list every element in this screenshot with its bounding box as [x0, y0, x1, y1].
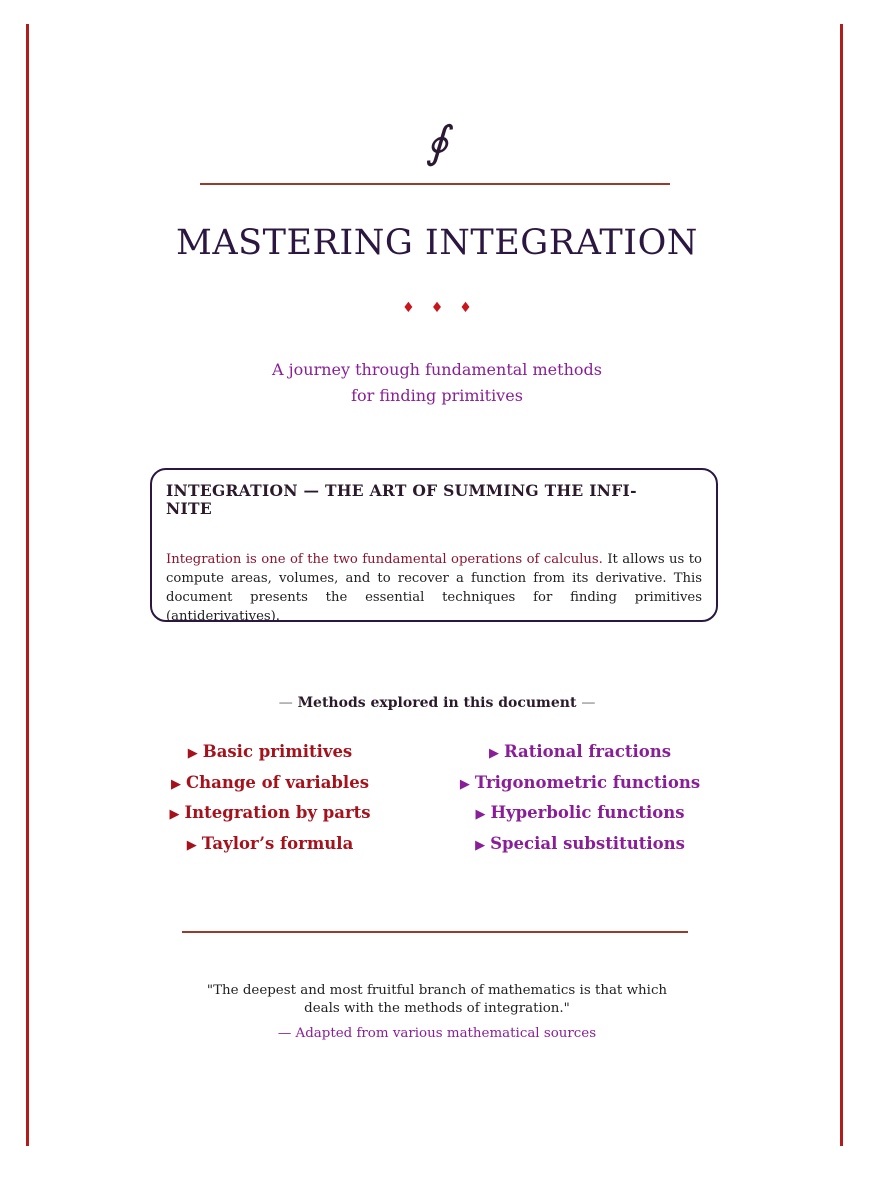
method-label: Rational fractions [503, 742, 672, 761]
bullet-triangle-icon: ▶ [459, 776, 470, 792]
method-label: Basic primitives [202, 742, 353, 761]
methods-label [0, 693, 874, 713]
intro-box [150, 468, 718, 622]
top-rule [200, 183, 670, 185]
methods-list-left [150, 741, 390, 863]
method-item [150, 802, 390, 833]
bullet-triangle-icon: ▶ [169, 807, 180, 822]
bullet-triangle-icon: ▶ [186, 837, 197, 853]
bullet-triangle-icon: ▶ [475, 837, 486, 853]
quote [0, 982, 874, 1018]
method-item [446, 802, 714, 833]
bullet-triangle-icon: ▶ [171, 776, 182, 792]
contour-integral-symbol: ∮ [425, 117, 449, 168]
method-label: Hyperbolic functions [490, 803, 685, 822]
left-border-line [26, 24, 29, 1146]
right-border-line [840, 24, 843, 1146]
bullet-triangle-icon: ▶ [488, 746, 499, 761]
subtitle [0, 357, 874, 409]
method-item [446, 741, 714, 772]
method-label: Change of variables [186, 772, 369, 792]
method-label: Special substitutions [490, 833, 685, 853]
bottom-rule [182, 931, 688, 933]
method-label: Integration by parts [184, 803, 371, 822]
quote-line-1: "The deepest and most fruitful branch of mathematics is that which [206, 983, 668, 998]
method-item [446, 772, 714, 803]
page-title: MASTERING INTEGRATION [176, 223, 698, 263]
quote-line-2: deals with the methods of integration." [304, 1001, 570, 1016]
bullet-triangle-icon: ▶ [187, 746, 198, 761]
bullet-triangle-icon: ▶ [475, 807, 486, 822]
intro-body: It allows us to compute areas, volumes, and to recover a function from its derivative. This document presents the essential techniques for finding primitives (antiderivatives). [166, 552, 702, 624]
method-item [150, 833, 390, 864]
intro-box-text [166, 550, 702, 626]
methods-label-dash-right: — [581, 695, 596, 711]
method-label: Trigonometric functions [474, 772, 701, 792]
method-item [446, 833, 714, 864]
methods-label-dash-left: — [278, 695, 293, 711]
subtitle-line-2: for finding primitives [351, 386, 523, 405]
quote-attribution: — Adapted from various mathematical sources [277, 1026, 597, 1041]
methods-label-text: Methods explored in this document [297, 695, 577, 711]
intro-highlight: Integration is one of the two fundamental operations of calculus. [166, 552, 603, 567]
diamond-ornament: ♦♦♦ [402, 300, 488, 316]
method-label: Taylor’s formula [201, 833, 354, 853]
subtitle-line-1: A journey through fundamental methods [272, 360, 602, 379]
intro-box-heading: INTEGRATION — THE ART OF SUMMING THE INFI- NITE [166, 481, 637, 518]
method-item [150, 741, 390, 772]
methods-list-right [446, 741, 714, 863]
method-item [150, 772, 390, 803]
